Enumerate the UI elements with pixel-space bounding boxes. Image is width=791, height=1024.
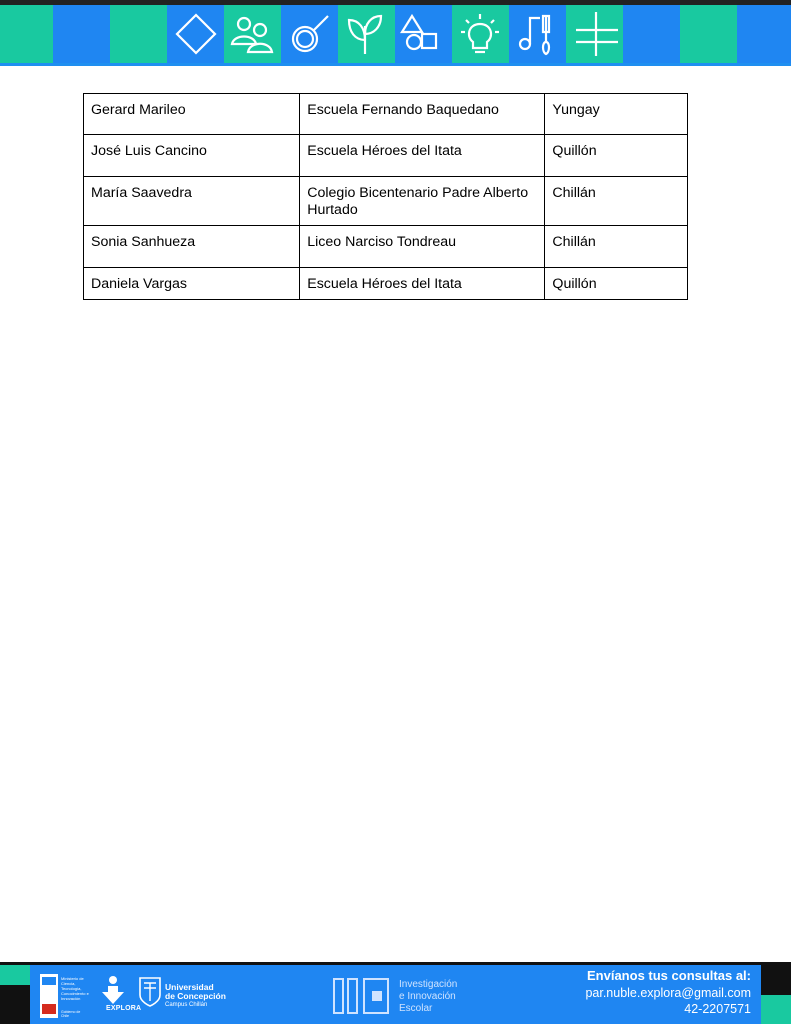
footer-banner [0, 962, 791, 1024]
udec-line3: Campus Chillán [165, 1002, 208, 1008]
ministerio-logo [40, 974, 89, 1018]
diamond-icon [174, 12, 218, 56]
table-row [84, 226, 688, 268]
school-cell: Escuela Héroes del Itata [300, 268, 545, 300]
explora-logo [92, 975, 142, 1019]
table-row [84, 268, 688, 300]
school-cell: Liceo Narciso Tondreau [300, 226, 545, 268]
grid-lines-icon [574, 12, 618, 56]
table-row [84, 94, 688, 135]
city-cell: Chillán [545, 226, 688, 268]
music-brush-icon [516, 12, 560, 56]
header-stripe [737, 5, 791, 63]
teacher-name-cell: Gerard Marileo [84, 94, 300, 135]
table-row [84, 177, 688, 226]
city-cell: Yungay [545, 94, 688, 135]
teacher-name-cell: Daniela Vargas [84, 268, 300, 300]
people-icon [230, 12, 274, 56]
school-cell: Escuela Fernando Baquedano [300, 94, 545, 135]
participants-table [83, 93, 688, 300]
header-stripe [0, 5, 53, 63]
ministerio-text: Ministerio de Ciencia, Tecnología, Conocimiento e Innovación [61, 976, 89, 1001]
plant-icon [343, 12, 387, 56]
footer-left-accent [0, 965, 30, 985]
iie-logo [332, 973, 472, 1019]
teacher-name-cell: Sonia Sanhueza [84, 226, 300, 268]
gobierno-text: Gobierno de Chile [61, 1010, 81, 1018]
iie-line3: Escolar [399, 1003, 433, 1014]
teacher-name-cell: María Saavedra [84, 177, 300, 226]
udec-line2: de Concepción [165, 991, 226, 1001]
city-cell: Chillán [545, 177, 688, 226]
udec-crest-icon [139, 977, 161, 1007]
udec-line1: Universidad [165, 982, 214, 992]
footer-right-accent [761, 965, 791, 995]
header-underline [0, 63, 791, 66]
header-stripe [623, 5, 680, 63]
teacher-name-cell: José Luis Cancino [84, 135, 300, 177]
city-cell: Quillón [545, 135, 688, 177]
city-cell: Quillón [545, 268, 688, 300]
contact-heading: Envíanos tus consultas al: [587, 968, 751, 983]
udec-logo [139, 975, 226, 1019]
header-stripe [110, 5, 167, 63]
header-stripe [53, 5, 110, 63]
iie-mark-icon [332, 975, 392, 1015]
contact-block [531, 968, 751, 1017]
lightbulb-icon [458, 12, 502, 56]
contact-email[interactable]: par.nuble.explora@gmail.com [585, 986, 751, 1000]
school-cell: Colegio Bicentenario Padre Alberto Hurtado [300, 177, 545, 226]
explora-figure-icon [99, 975, 127, 1005]
iie-line2: e Innovación [399, 991, 456, 1002]
contact-phone[interactable]: 42-2207571 [684, 1002, 751, 1016]
magnifier-icon [288, 12, 332, 56]
shapes-icon [400, 12, 444, 56]
school-cell: Escuela Héroes del Itata [300, 135, 545, 177]
header-stripe [680, 5, 737, 63]
chile-flag-icon [40, 974, 58, 1018]
header-banner [0, 0, 791, 66]
iie-line1: Investigación [399, 979, 458, 990]
table-row [84, 135, 688, 177]
explora-name: EXPLORA [106, 1005, 142, 1012]
